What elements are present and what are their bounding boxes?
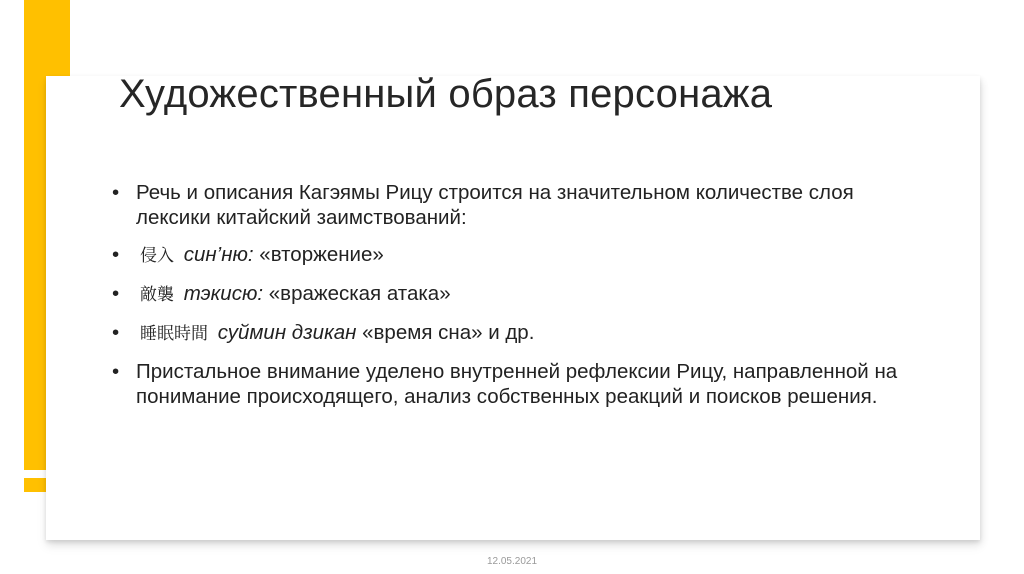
accent-bar-bottom: [24, 478, 46, 492]
bullet-text: [136, 242, 912, 269]
bullet-item: [112, 180, 912, 230]
term-reading: тэкисю:: [183, 282, 264, 305]
kanji-term: 睡眠時間: [140, 324, 208, 344]
accent-bar-top: [24, 0, 70, 76]
slide-title: Художественный образ персонажа: [119, 72, 773, 116]
bullet-marker: •: [112, 321, 120, 344]
bullet-marker: •: [112, 360, 120, 383]
term-reading: суймин дзикан: [217, 321, 357, 344]
bullet-text: Речь и описания Кагэямы Рицу строится на значительном количестве слоя лексики китайский заимствований:: [136, 181, 854, 229]
bullet-item: [112, 359, 912, 409]
kanji-term: 侵入: [140, 246, 174, 266]
term-meaning: «вторжение»: [259, 243, 384, 266]
kanji-term: 敵襲: [140, 285, 174, 305]
bullet-item: [112, 242, 912, 269]
term-meaning: «вражеская атака»: [268, 282, 451, 305]
bullet-text: [136, 281, 912, 308]
bullet-text: Пристальное внимание уделено внутренней рефлексии Рицу, направленной на понимание происходящего, анализ собственных реакций и поисков решения.: [136, 360, 898, 408]
term-meaning: «время сна» и др.: [362, 321, 535, 344]
term-reading: син’ню:: [183, 243, 254, 266]
bullet-marker: •: [112, 243, 120, 266]
bullet-marker: •: [112, 181, 120, 204]
bullet-item: [112, 281, 912, 308]
accent-bar-left: [24, 76, 46, 470]
slide-date: 12.05.2021: [486, 556, 538, 567]
bullet-list: [112, 180, 912, 421]
bullet-item: [112, 320, 912, 347]
bullet-marker: •: [112, 282, 120, 305]
bullet-text: [136, 320, 912, 347]
